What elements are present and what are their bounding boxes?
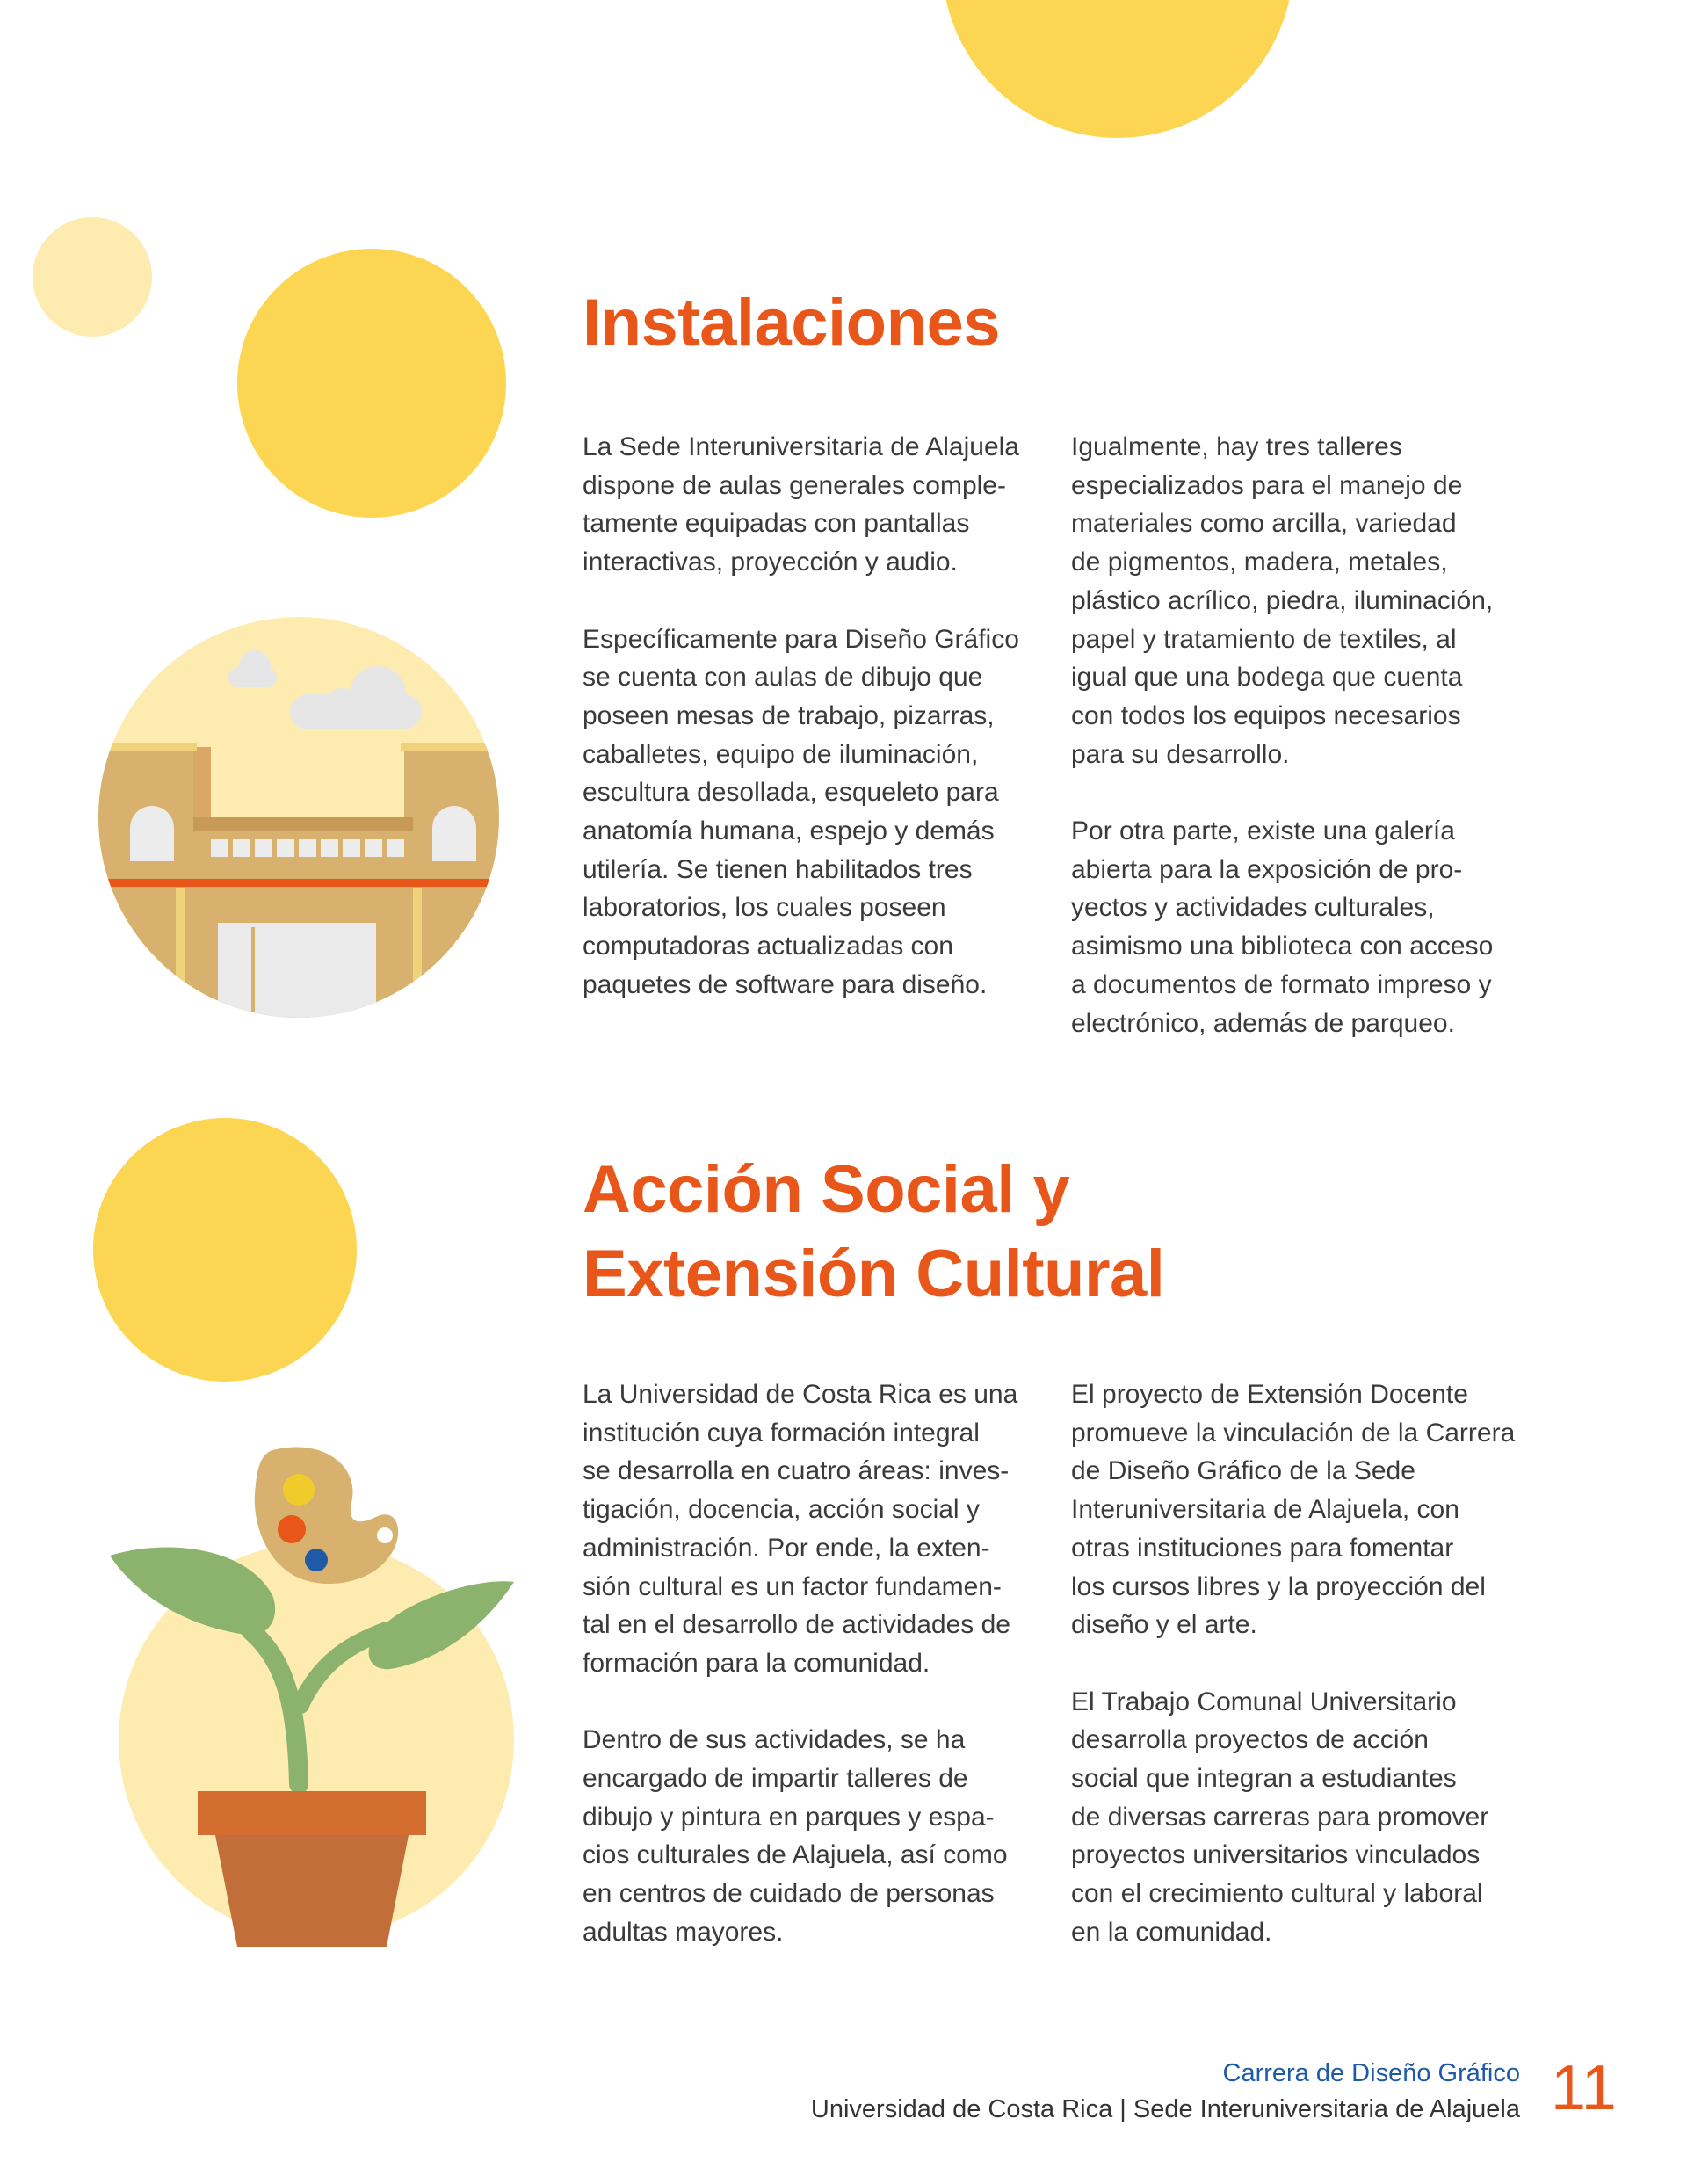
decorative-circle-top [942, 0, 1293, 138]
paragraph: Específicamente para Diseño Gráfico se cuenta con aulas de dibujo que poseen mesas de trabajo, pizarras, caballetes, equipo de iluminación, escultura desollada, esqueleto para anatomía humana, espejo y demás utilería. Se tienen habilitados tres laboratorios, los cuales poseen computadoras actualizadas con paquetes de software para diseño. [583, 624, 1019, 999]
footer-institution [811, 2095, 1520, 2124]
section-title-line: Acción Social y [583, 1152, 1070, 1227]
building-illustration [88, 606, 510, 1019]
decorative-circle-small-pale [33, 217, 152, 337]
footer-separator: | [1112, 2095, 1133, 2123]
paragraph: Dentro de sus actividades, se ha encargado de impartir talleres de dibujo y pintura en parques y espa- cios culturales de Alajuela, así como en centros de cuidado de personas adultas mayores. [583, 1725, 1008, 1947]
footer-campus: Sede Interuniversitaria de Alajuela [1133, 2095, 1520, 2123]
accion-social-column-left [583, 1375, 1031, 1990]
paragraph: El Trabajo Comunal Universitario desarrolla proyectos de acción social que integran a estudiantes de diversas carreras para promover proyectos universitarios vinculados con el crecimiento cultural y laboral en la comunidad. [1071, 1687, 1489, 1947]
decorative-circle-large-1 [237, 249, 506, 518]
paragraph: La Sede Interuniversitaria de Alajuela dispone de aulas generales comple- tamente equipadas con pantallas interactivas, proyección y audio. [583, 432, 1019, 577]
paragraph: Por otra parte, existe una galería abierta para la exposición de pro- yectos y actividades culturales, asimismo una biblioteca con acceso a documentos de formato impreso y electrónico, además de parqueo. [1071, 816, 1494, 1038]
paragraph: La Universidad de Costa Rica es una institución cuya formación integral se desarrolla en cuatro áreas: inves- tigación, docencia, acción social y administración. Por ende, la exten- sión cultural es un factor fundamen- tal en el desarrollo de actividades de formación para la comunidad. [583, 1380, 1018, 1678]
page-number: 11 [1551, 2053, 1617, 2123]
plant-palette-illustration [97, 1441, 536, 1960]
flower-pot-icon [198, 1791, 426, 1947]
section-title-instalaciones: Instalaciones [583, 286, 1001, 360]
accion-social-column-right [1071, 1375, 1519, 1990]
footer-program: Carrera de Diseño Gráfico [1222, 2059, 1520, 2087]
section-title-line: Extensión Cultural [583, 1237, 1165, 1311]
footer-university: Universidad de Costa Rica [810, 2095, 1113, 2123]
paragraph: El proyecto de Extensión Docente promueve la vinculación de la Carrera de Diseño Gráfico de la Sede Interuniversitaria de Alajuela, con otras instituciones para fomentar los cursos libres y la proyección del diseño y el arte. [1071, 1380, 1516, 1640]
instalaciones-column-left [583, 428, 1031, 1042]
paragraph: Igualmente, hay tres talleres especializados para el manejo de materiales como arcilla, variedad de pigmentos, madera, metales, plástico acrílico, piedra, iluminación, papel y tratamiento de textiles, al igual que una bodega que cuenta con todos los equipos necesarios para su desarrollo. [1071, 432, 1494, 769]
instalaciones-column-right [1071, 428, 1519, 1081]
section-title-accion-social [583, 1148, 1164, 1317]
decorative-circle-large-2 [93, 1118, 357, 1382]
